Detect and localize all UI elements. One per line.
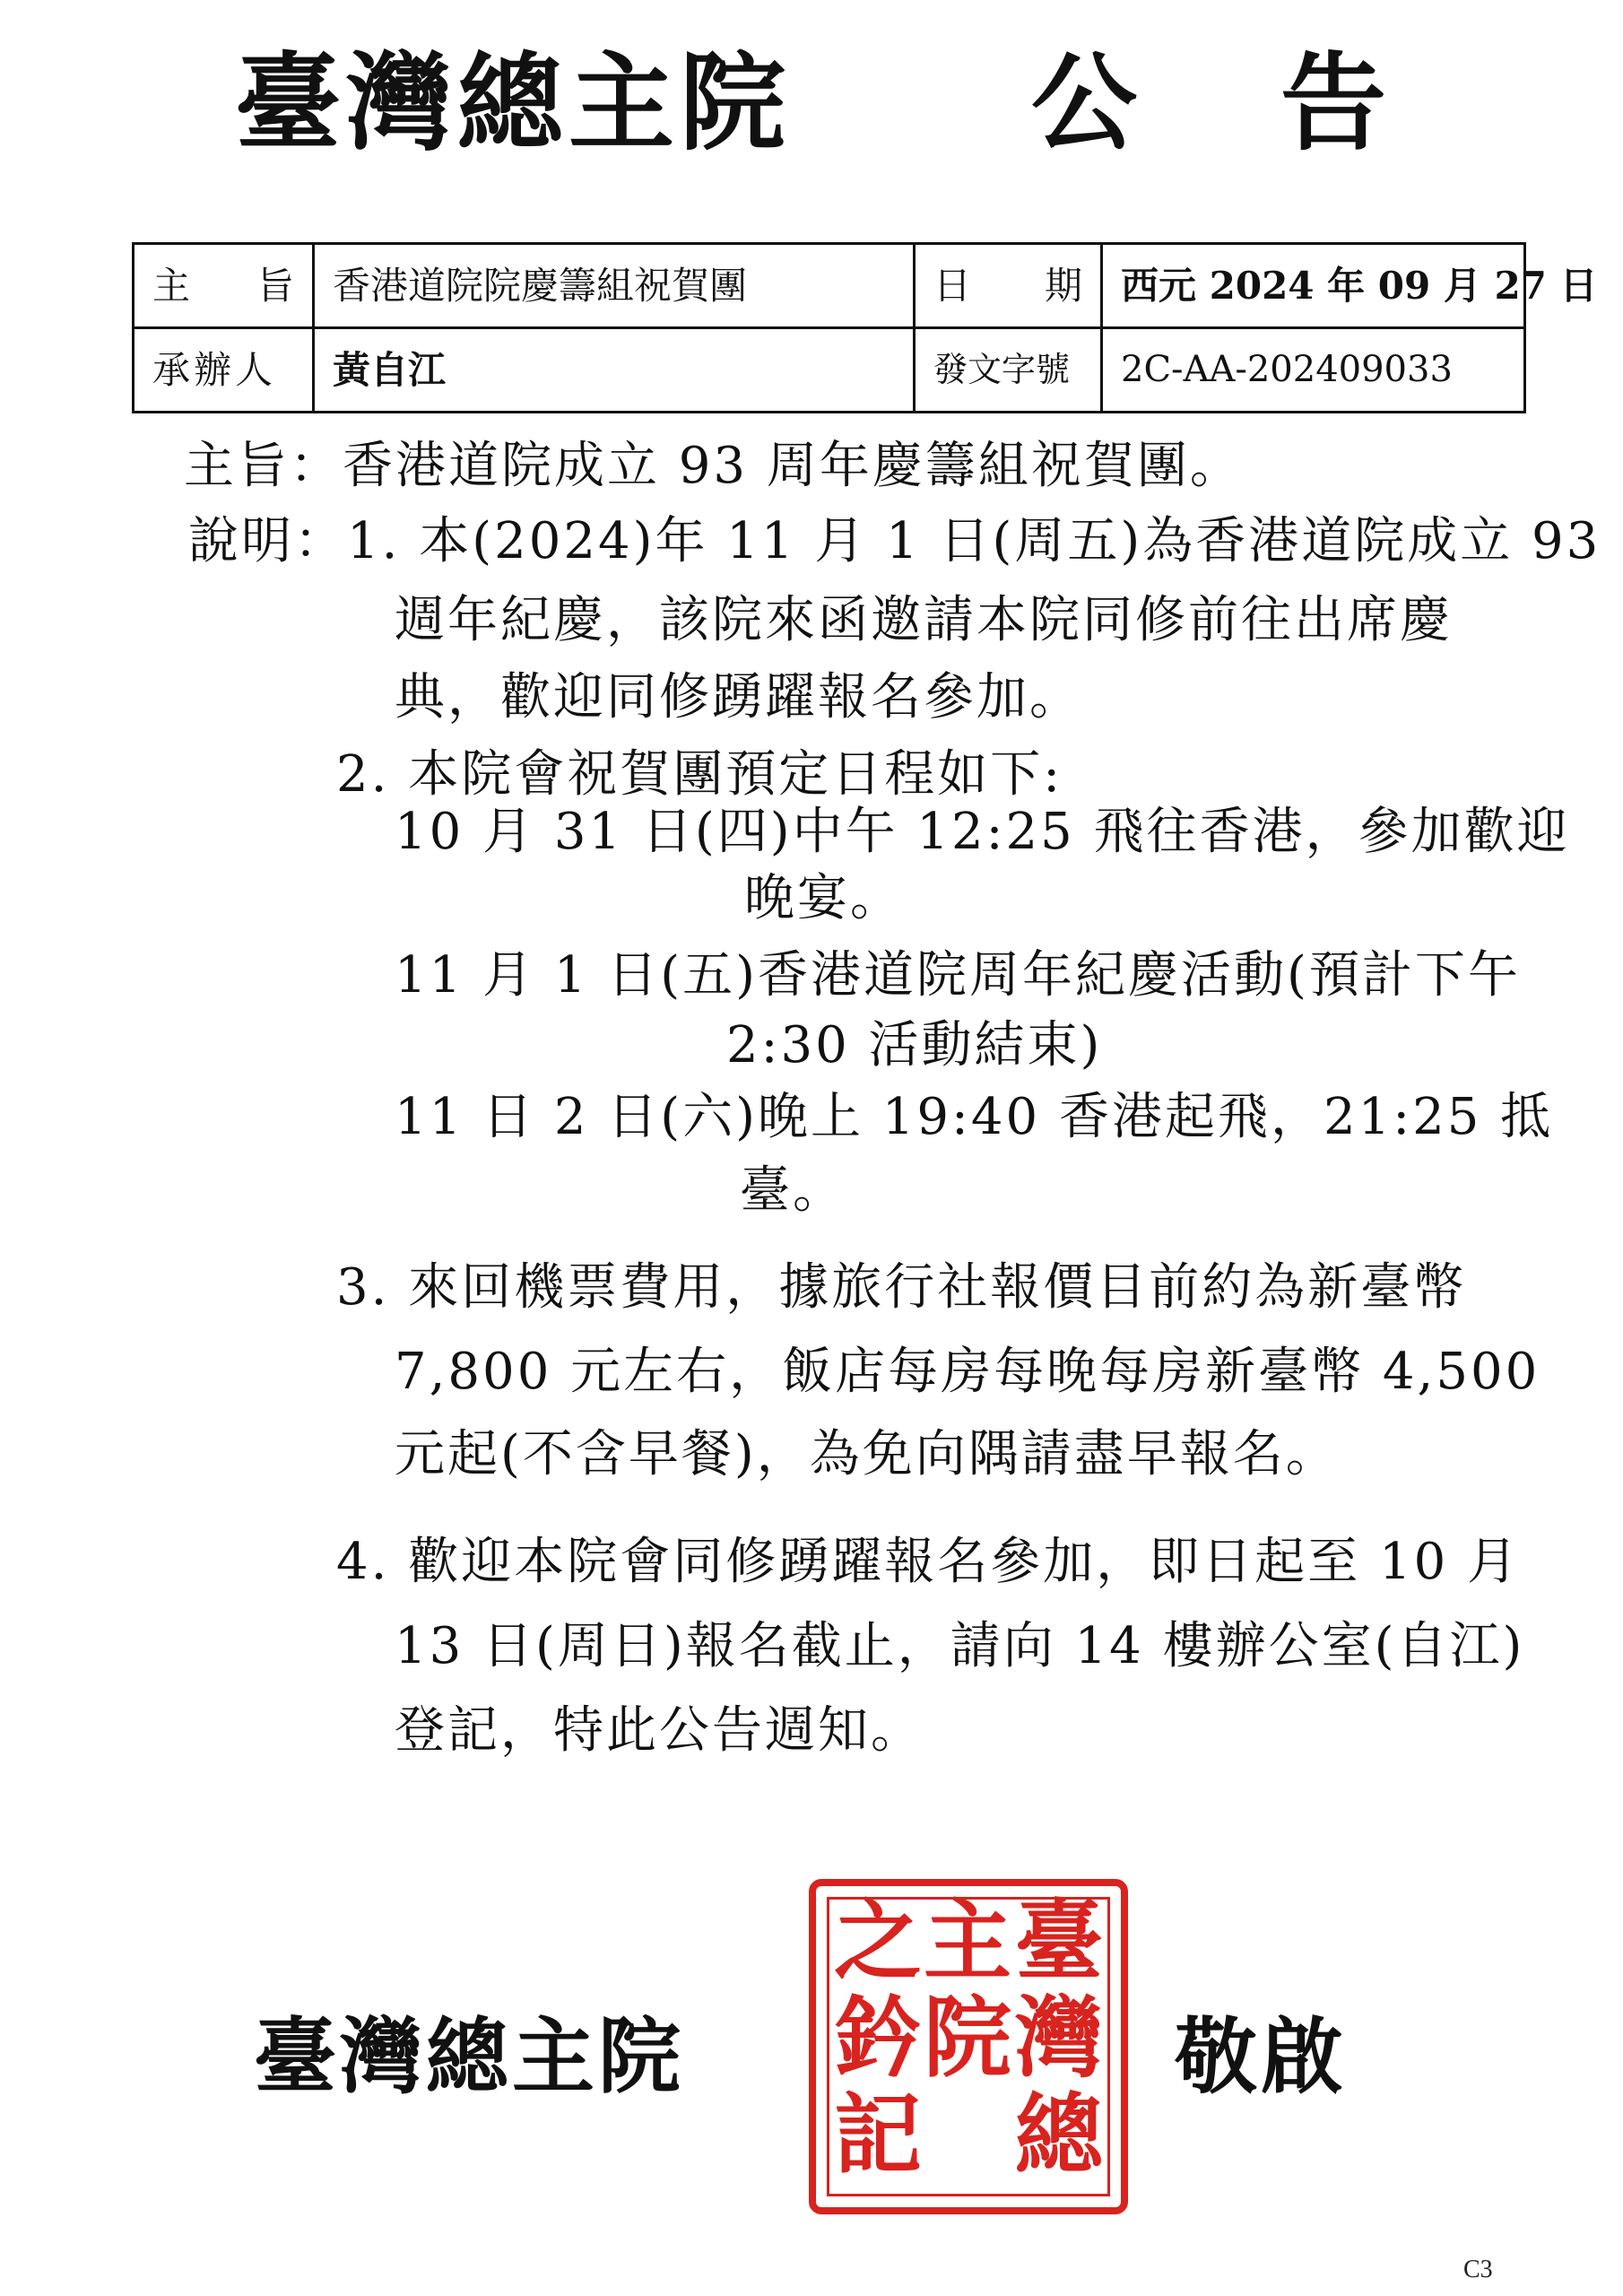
body-line-1a: 說明：1. 本(2024)年 11 月 1 日(周五)為香港道院成立 93: [188, 512, 1601, 570]
document-title-org: 臺灣總主院: [235, 41, 792, 165]
header-table: [132, 242, 1598, 413]
subject-label-a: 主: [152, 264, 191, 308]
page-code: C3: [1463, 2256, 1493, 2283]
subject-label-cell: [134, 244, 314, 328]
closing-salute: 敬啟: [1175, 2009, 1348, 2105]
body-line-3c: 元起(不含早餐)，為免向隅請盡早報名。: [395, 1425, 1339, 1483]
subject-value: 香港道院院慶籌組祝賀團: [314, 244, 915, 328]
body-line-2b-cont: 2:30 活動結束): [726, 1016, 1103, 1074]
body-line-3b: 7,800 元左右，飯店每房每晚每房新臺幣 4,500: [395, 1343, 1541, 1401]
body-line-2: 2. 本院會祝賀團預定日程如下:: [336, 745, 1063, 804]
date-label-b: 期: [1044, 264, 1082, 308]
document-title-notice: 公告: [1031, 41, 1531, 165]
body-line-2a-cont: 晚宴。: [744, 869, 903, 927]
seal-text-middle: 主院: [924, 1890, 1012, 2090]
date-value: 西元 2024 年 09 月 27 日: [1102, 244, 1525, 328]
date-label-a: 日: [933, 264, 972, 308]
body-line-2a: 10 月 31 日(四)中午 12:25 飛往香港，參加歡迎: [395, 803, 1570, 861]
seal-text-left: 之鈐記: [834, 1890, 923, 2187]
body-line-subject: 主旨：香港道院成立 93 周年慶籌組祝賀團。: [184, 437, 1243, 495]
body-line-2c: 11 日 2 日(六)晚上 19:40 香港起飛，21:25 抵: [395, 1088, 1554, 1146]
body-line-3a: 3. 來回機票費用，據旅行社報價目前約為新臺幣: [336, 1258, 1467, 1317]
body-line-1b: 週年紀慶，該院來函邀請本院同修前往出席慶: [395, 591, 1453, 649]
doc-no-value: 2C-AA-202409033: [1102, 328, 1525, 413]
subject-label-b: 旨: [256, 264, 294, 308]
header-row-subject: [134, 244, 1525, 328]
header-row-handler: [134, 328, 1525, 413]
body-line-4c: 登記，特此公告週知。: [395, 1701, 924, 1760]
handler-value: 黃自江: [314, 328, 915, 413]
body-line-2b: 11 月 1 日(五)香港道院周年紀慶活動(預計下午: [395, 946, 1521, 1004]
handler-label: 承辦人: [134, 328, 314, 413]
official-seal: [809, 1879, 1128, 2214]
doc-no-label: 發文字號: [915, 328, 1102, 413]
date-label-cell: [915, 244, 1102, 328]
body-line-2c-cont: 臺。: [740, 1161, 846, 1220]
body-line-4b: 13 日(周日)報名截止，請向 14 樓辦公室(自江): [395, 1617, 1525, 1675]
closing-org: 臺灣總主院: [254, 2009, 685, 2105]
seal-text-right: 臺灣總: [1015, 1890, 1104, 2187]
body-line-4a: 4. 歡迎本院會同修踴躍報名參加，即日起至 10 月: [336, 1533, 1521, 1591]
body-line-1c: 典，歡迎同修踴躍報名參加。: [395, 668, 1082, 726]
